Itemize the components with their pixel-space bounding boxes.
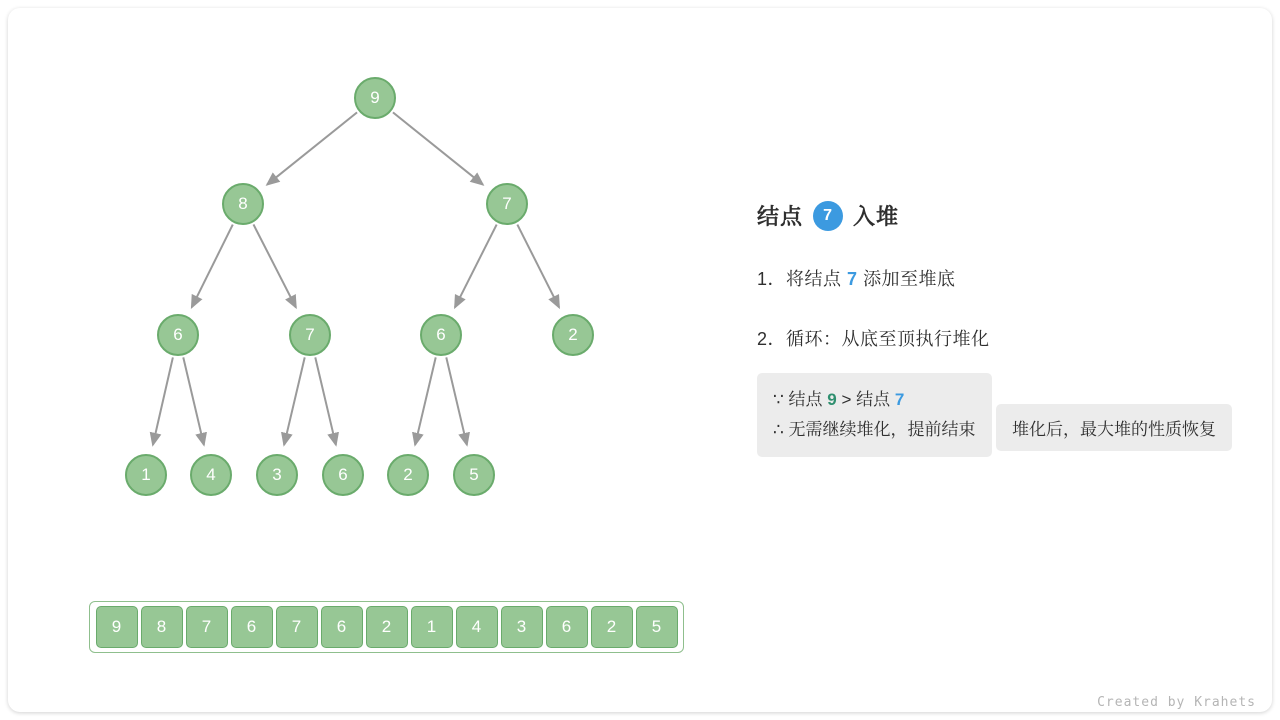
tree-node: 6 — [420, 314, 462, 356]
tree-node: 1 — [125, 454, 167, 496]
reasoning-value-a: 9 — [827, 390, 837, 409]
reasoning-value-b: 7 — [894, 390, 905, 409]
step-1 — [757, 265, 1237, 291]
tree-edge — [153, 357, 173, 444]
array-cell: 6 — [546, 606, 588, 648]
tree-node: 4 — [190, 454, 232, 496]
reasoning-because-label: ∵ 结点 — [773, 390, 823, 409]
tree-node: 2 — [552, 314, 594, 356]
step-1-value: 7 — [847, 269, 858, 289]
tree-node: 7 — [289, 314, 331, 356]
step-1-suffix: 添加至堆底 — [863, 269, 956, 289]
array-cell: 2 — [366, 606, 408, 648]
tree-node: 6 — [322, 454, 364, 496]
tree-edge — [192, 225, 233, 308]
array-cell: 8 — [141, 606, 183, 648]
reasoning-node-label: 结点 — [856, 390, 891, 409]
array-cell: 6 — [321, 606, 363, 648]
array-cell: 6 — [231, 606, 273, 648]
array-cell: 3 — [501, 606, 543, 648]
tree-edge — [253, 224, 295, 307]
tree-node: 7 — [486, 183, 528, 225]
explanation-panel — [757, 200, 1237, 457]
conclusion-note: 堆化后，最大堆的性质恢复 — [996, 404, 1232, 451]
credit-text: Created by Krahets — [1097, 695, 1256, 710]
binary-tree-diagram — [0, 0, 740, 580]
array-cell: 7 — [276, 606, 318, 648]
reasoning-line-2: ∴ 无需继续堆化，提前结束 — [773, 420, 976, 439]
array-representation — [89, 601, 684, 653]
headline-prefix: 结点 — [757, 204, 804, 229]
panel-headline — [757, 200, 1237, 231]
tree-edge — [415, 357, 436, 444]
tree-edge — [267, 112, 357, 184]
array-cell: 4 — [456, 606, 498, 648]
tree-edge — [315, 357, 336, 444]
tree-edge — [183, 357, 204, 444]
tree-node: 2 — [387, 454, 429, 496]
tree-edge — [393, 112, 483, 184]
array-cell: 1 — [411, 606, 453, 648]
headline-node-chip: 7 — [813, 201, 843, 231]
array-cell: 5 — [636, 606, 678, 648]
tree-node: 3 — [256, 454, 298, 496]
tree-edge — [446, 357, 467, 444]
tree-node: 5 — [453, 454, 495, 496]
tree-edge — [455, 225, 497, 308]
headline-suffix: 入堆 — [853, 204, 900, 229]
array-cell: 7 — [186, 606, 228, 648]
reasoning-operator: > — [841, 390, 852, 409]
tree-node: 9 — [354, 77, 396, 119]
array-cell: 9 — [96, 606, 138, 648]
step-2: 2．循环：从底至顶执行堆化 — [757, 329, 990, 349]
step-1-prefix: 1．将结点 — [757, 269, 842, 289]
array-cell: 2 — [591, 606, 633, 648]
tree-edge — [284, 357, 305, 444]
tree-node: 8 — [222, 183, 264, 225]
reasoning-note — [757, 373, 992, 457]
tree-node: 6 — [157, 314, 199, 356]
tree-edge — [517, 225, 559, 308]
reasoning-line-1 — [773, 385, 976, 415]
